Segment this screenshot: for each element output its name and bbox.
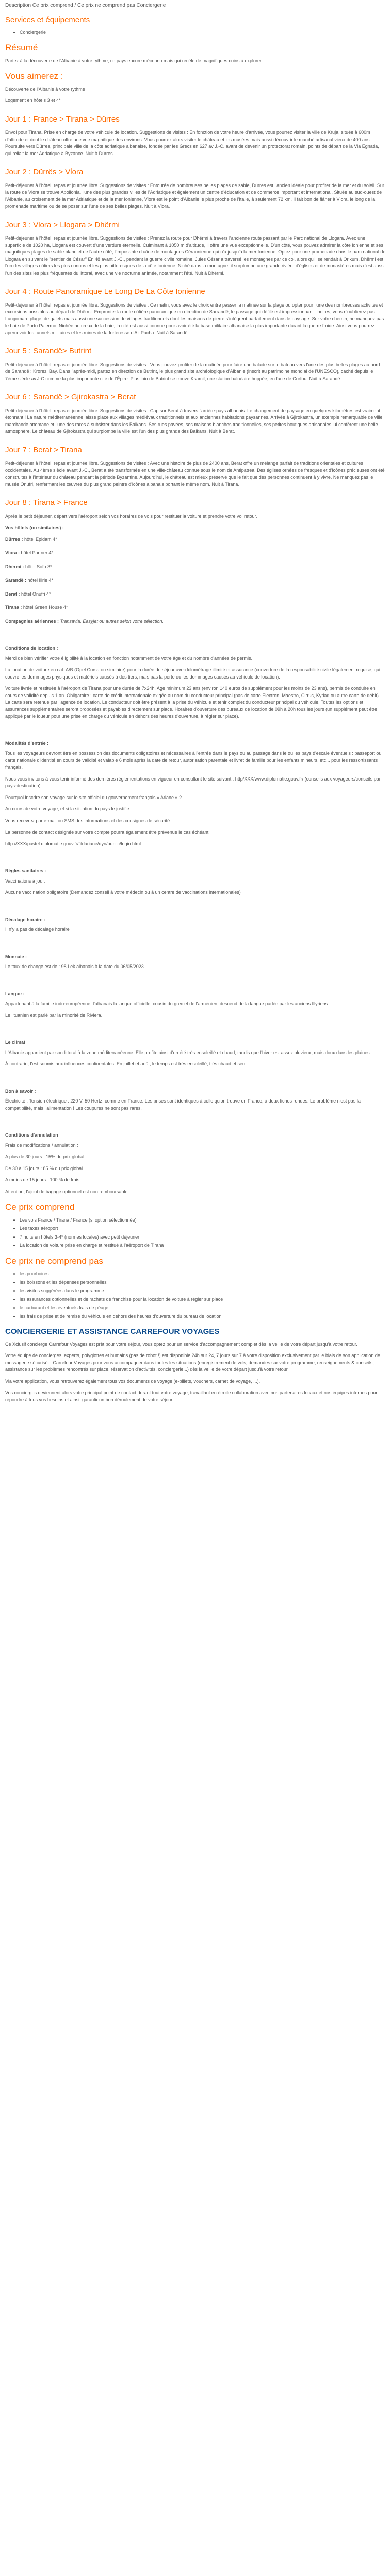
hotel-row xyxy=(5,577,386,584)
day-title: Jour 7 : Berat > Tirana xyxy=(5,445,82,454)
annulation-text: Attention, l'ajout de bagage optionnel est non remboursable. xyxy=(5,1189,129,1194)
conciergerie-text: Via votre application, vous retrouverez également tous vos documents de voyage (e-billets, vouchers, carnet de voyage, ...). xyxy=(5,1378,260,1384)
vous-aimerez-title: Vous aimerez : xyxy=(5,71,63,81)
day-text: Petit-déjeuner à l'hôtel, repas et journée libre. Suggestions de visites : Vous pouvez profiter de la matinée pour faire une balade sur le bateau vers l'une des plus belles plages au nord de Sarandë : Krorezi Bay. Dans l'après-midi, partez en direction de Butrint, le plus grand site archéologique d'Albanie (inscrit au patrimoine mondial de l'UNESCO), caché depuis le 7ème siècle av.J-C comme la plus importante cité de l'Épire. Plus loin de Butrint se trouve Ksamil, une station balnéaire huppée, en face de Corfou. Nuit à Sarandë. xyxy=(5,362,380,381)
hotel-row xyxy=(5,536,386,544)
list-item: • 7 nuits en hôtels 3-4* (normes locales) avec petit déjeuner xyxy=(20,1234,386,1241)
hotel-row xyxy=(5,550,386,557)
bon-a-savoir-title: Bon à savoir : xyxy=(5,1088,36,1094)
day-text: Envol pour Tirana. Prise en charge de votre véhicule de location. Suggestions de visites : En fonction de votre heure d'arrivée, vous pourrez visiter la ville de Kruja, située à 600m d'altitude et dont le château offre une vue magnifique des environs. Vous pourrez alors visiter le château et les musées mais aussi découvrir le marché artisanal vieux de 400 ans. Poursuite vers Dürres, principale ville de la côte adriatique albanaise, fondée par les Grecs en 627 av J.-C. avant de devenir un protectorat romain, points de départ de la Via Egnatia, qui reliait la mer Adriatique à Byzance. Nuit à Dürres. xyxy=(5,130,379,156)
conditions-text: Voiture livrée et restituée à l'aéroport de Tirana pour une durée de 7x24h. Age minimum 23 ans (environ 140 euros de supplément pour les moins de 23 ans), permis de conduire en cours de validité depuis 1 an. Obligatoire : carte de crédit internationale exigée au nom du conducteur principal (pas de carte Electron, Maestro, Cirrus, Kyriad ou autre carte de débit). La carte sera retenue par l'agence de location. Le conducteur doit être présent à la prise du véhicule et tenir complet du conducteur principal du véhicule. Toutes les options et assurances supplémentaires seront proposées et payables directement sur place. Horaires d'ouverture des bureaux de location de 09h à 20h tous les jours (un supplément peut être appliqué par le loueur pour une prise en charge du véhicule en dehors des heures d'ouverture, à régler sur place). xyxy=(5,686,380,719)
day-text: Petit-déjeuner à l'hôtel, repas et journée libre. Suggestions de visites : Ce matin, vous avez le choix entre passer la matinée sur la plage ou opter pour l'une des nombreuses activités et excursions possibles au départ de Dhërmi. Emprunter la route côtière panoramique en direction de Sarrandë, le passage qui défilé est impressionnant : boires, vous n'oublierez pas. Lungomare plage, de galets mais aussi une succession de villages traditionnels dont les maisons de pierre s'intègrent parfaitement dans le paysage. Sur votre chemin, ne manquez pas le baie de Porto Palermo. Nichée au creux de la baie, la cité est aussi connue pour avoir été la base militaire albanaise la plus importante durant la guerre froide. Ainsi vous pourrez apercevoir les tunnels militaires et les ruines de la forteresse d'Ali Pacha. Nuit à Sarandë. xyxy=(5,302,384,335)
decalage-title: Décalage horaire : xyxy=(5,917,46,922)
list-item: • les assurances optionnelles et de rachats de franchise pour la location de voiture à régler sur place xyxy=(20,1296,386,1303)
ce-prix-comprend-title: Ce prix comprend xyxy=(5,1202,75,1212)
conciergerie-text: Votre équipe de concierges, experts, polyglottes et humains (pas de robot !) est disponible 24h sur 24, 7 jours sur 7 à votre disposition exclusivement par le biais de son application de messagerie sécurisée. Carrefour Voyages pour vous accompagner dans toutes les situations (enregistrement de vols, demandes sur votre programme, renseignements & conseils, assistance sur les problèmes rencontrés sur place, réservation d'activités, conciergerie...) dès la veille de votre départ jusqu'à votre retour. xyxy=(5,1353,380,1372)
annulation-text: De 30 à 15 jours : 85 % du prix global xyxy=(5,1165,83,1171)
day-title: Jour 2 : Dürrës > Vlora xyxy=(5,167,84,176)
day-text: Petit-déjeuner à l'hôtel, repas et journée libre. Suggestions de visites : Entourée de nombreuses belles plages de sable, Dürres est l'ancien idéale pour profiter de la mer et du soleil. Sur la route de Vlora se trouve Apollonia, l'une des plus grandes villes de l'Adriatique et également un centre d'éducation et de commerce important et international. Située au sud-ouest de l'Albanie, au croisement de la mer Adriatique et de la mer Ionienne, Vlora est le point d'Albanie le plus proche de l'Italie, à seulement 72 km. Il fait bon de flâner à Vlora, le long de la promenade maritime ou de se poser sur l'une de ses belles plages. Nuit à Vlora. xyxy=(5,182,384,209)
modalites-text: Vous recevrez par e-mail ou SMS des informations et des consignes de sécurité. xyxy=(5,818,171,823)
modalites-title: Modalités d'entrée : xyxy=(5,740,49,746)
hotel-row xyxy=(5,604,386,612)
resume-title: Résumé xyxy=(5,43,38,53)
monnaie-title: Monnaie : xyxy=(5,954,27,959)
list-item: • Les vols France / Tirana / France (si option sélectionnée) xyxy=(20,1217,386,1224)
hotel-name: hôtel Sofo 3* xyxy=(25,564,52,569)
annulation-title: Conditions d'annulation xyxy=(5,1132,58,1138)
hotel-city: Tirana : xyxy=(5,605,22,610)
climat-text: À contrario, l'est soumis aux influences continentales. En juillet et août, le temps est très ensoleillé, très chaud et sec. xyxy=(5,1061,246,1066)
companies-row xyxy=(5,618,386,625)
conciergerie-title: CONCIERGERIE ET ASSISTANCE CARREFOUR VOYAGES xyxy=(5,1327,220,1336)
day-text: Petit-déjeuner à l'hôtel, repas et journée libre. Suggestions de visites : Avec une histoire de plus de 2400 ans, Berat offre un mélange parfait de traditions orientales et cultures occidentales. Au 4ème siècle avant J.-C., Berat a été transformée en une ville-château connue sous le nom de Antipatrea. Des églises ornées de fresques et d'icônes précieuses ont été construites à l'intérieur du château pendant la période Byzantine. Aujourd'hui, le château est mieux préservé que le fait que des personnes continuent à y vivre. Ne manquez pas le musée Onufri, renfermant les œuvres du plus grand peintre d'icônes albanais portant le même nom. Nuit à Tirana. xyxy=(5,461,385,487)
hotel-city: Vlora : xyxy=(5,550,20,555)
langue-text: Appartenant à la famille indo-européenne, l'albanais la langue officielle, cousin du grec et de l'arménien, descend de la langue parlée par les anciens Illyriens. xyxy=(5,1001,329,1006)
annulation-text: A plus de 30 jours : 15% du prix global xyxy=(5,1154,85,1159)
annulation-text: Frais de modifications / annulation : xyxy=(5,1142,78,1148)
list-item: • les pourboires xyxy=(20,1270,386,1278)
list-item: • le carburant et les éventuels frais de péage xyxy=(20,1304,386,1312)
day-title: Jour 4 : Route Panoramique Le Long De La Côte Ionienne xyxy=(5,287,205,296)
companies-value: Transavia. Easyjet ou autres selon votre sélection. xyxy=(60,618,164,624)
ne-comprend-pas-title: Ce prix ne comprend pas xyxy=(5,1256,103,1266)
day-title: Jour 6 : Sarandë > Gjirokastra > Berat xyxy=(5,393,136,401)
day-text: Petit-déjeuner à l'hôtel, repas et journée libre. Suggestions de visites : Cap sur Berat à travers l'arrière-pays albanais. Le changement de paysage en quelques kilomètres est vraiment étonnant ! La nature méditerranéenne laisse place aux villages médiévaux traditionnels et aux anciennes habitations paysannes. Arrivée à Gjirokastra, un exemple remarquable de ville marchande ottomane et l'une des rares à subsister dans les Balkans. Ses rues pavées, ses maisons blanches traditionnelles, ses petites boutiques artisanales lui confèrent une belle atmosphère. Le château de Gjirokastra qui surplombe la ville est l'un des plus grands des Balkans. Nuit à Berat. xyxy=(5,408,383,434)
hotel-row xyxy=(5,564,386,571)
hotel-name: hôtel Epidam 4* xyxy=(24,536,57,542)
list-item: • les visites suggérées dans le programme xyxy=(20,1287,386,1295)
hotel-name: hôtel Green House 4* xyxy=(23,605,68,610)
day-title: Jour 1 : France > Tirana > Dürres xyxy=(5,114,120,124)
conditions-text: Merci de bien vérifier votre éligibilité à la location en fonction notamment de votre âge et du nombre d'années de permis. xyxy=(5,655,252,661)
modalites-text: Pourquoi inscrire son voyage sur le site officiel du gouvernement français « Ariane » ? xyxy=(5,794,182,800)
hotel-name: hôtel Partner 4* xyxy=(21,550,54,555)
decalage-text: Il n'y a pas de décalage horaire xyxy=(5,927,70,932)
list-item: • les boissons et les dépenses personnelles xyxy=(20,1279,386,1286)
ne-comprend-pas-list xyxy=(5,1270,386,1320)
monnaie-text: Le taux de change est de : 98 Lek albanais à la date du 06/05/2023 xyxy=(5,964,144,969)
annulation-text: A moins de 15 jours : 100 % de frais xyxy=(5,1177,80,1182)
hotels-list xyxy=(5,536,386,612)
header-text: Description Ce prix comprend / Ce prix ne comprend pas Conciergerie xyxy=(5,3,166,8)
modalites-text: Au cours de votre voyage, et si la situation du pays le justifie : xyxy=(5,806,132,811)
day-title: Jour 3 : Vlora > Llogara > Dhërmi xyxy=(5,220,120,229)
climat-title: Le climat xyxy=(5,1040,26,1045)
bon-a-savoir-text: Électricité : Tension électrique : 220 V, 50 Hertz, comme en France. Les prises sont identiques à celle qu'on trouve en France, à deux fiches rondes. Le problème n'est pas la compatibilité, mais l'alimentation ! Les coupures ne sont pas rares. xyxy=(5,1098,361,1111)
langue-text: Le lituanien est parlé par la minorité de Riviera. xyxy=(5,1012,103,1018)
modalites-text: Tous les voyageurs devront être en possession des documents obligatoires et nécessaires à l'entrée dans le pays ou au passage dans le ou les pays d'escale éventuels : passeport ou carte nationale d'identité en cours de validité et valable 6 mois après la date de retour, autorisation parentale et livret de famille pour les enfants mineurs, etc... pour les ressortissants français. xyxy=(5,751,382,770)
list-item: • les frais de prise et de remise du véhicule en dehors des heures d'ouverture du bureau de location xyxy=(20,1313,386,1320)
vous-aimerez-line: Logement en hôtels 3 et 4* xyxy=(5,98,61,103)
conciergerie-text: Vos concierges deviennent alors votre principal point de contact durant tout votre voyage, travaillant en étroite collaboration avec nos partenaires locaux et nos équipes internes pour répondre à tous vos besoins et ainsi, garantir un bon déroulement de votre séjour. xyxy=(5,1390,378,1402)
sanitaires-text: Vaccinations à jour. xyxy=(5,878,45,884)
conditions-text: La location de voiture en cat. A/B (Opel Corsa ou similaire) pour la durée du séjour avec kilométrage illimité et assurance (couverture de la responsabilité civile légalement requise, qui couvre les dommages physiques et matériels causés à des tiers, mais pas la perte ou les dommages causés au véhicule de location). xyxy=(5,667,380,680)
hotel-city: Sarandë : xyxy=(5,578,27,583)
ce-prix-comprend-list xyxy=(5,1217,386,1249)
hotel-row xyxy=(5,591,386,598)
conditions-title: Conditions de location : xyxy=(5,646,58,651)
modalites-text: La personne de contact désignée sur votre compte pourra également être prévenue le cas échéant. xyxy=(5,829,210,835)
sanitaires-title: Règles sanitaires : xyxy=(5,868,46,873)
resume-text: Partez à la découverte de l'Albanie à votre rythme, ce pays encore méconnu mais qui recèle de magnifiques coins à explorer xyxy=(5,58,262,63)
services-list xyxy=(5,29,386,37)
vous-aimerez-line: Découverte de l'Albanie à votre rythme xyxy=(5,86,85,92)
hotels-title: Vos hôtels (ou similaires) : xyxy=(5,525,64,530)
sanitaires-text: Aucune vaccination obligatoire (Demandez conseil à votre médecin ou à un centre de vaccinations internationales) xyxy=(5,890,241,895)
services-title: Services et équipements xyxy=(5,15,90,24)
hotel-city: Dhërmi : xyxy=(5,564,24,569)
day-title: Jour 5 : Sarandë> Butrint xyxy=(5,347,92,355)
day-text: Petit-déjeuner à l'hôtel, repas et journée libre. Suggestions de visites : Prenez la route pour Dhërmi à travers l'ancienne route passant par le Parc national de Llogara. Avec une superficie de 1020 ha, Llogara est couvert d'une verdure éternelle. Culminant à 1050 m d'altitude, il offre une vue exceptionnelle. D'un côté, vous pouvez admirer la côte ionienne et ses magnifiques plages de sable blanc et de l'autre côté, l'imposante chaîne de montagnes Céraunienne qui n'a jusqu'à la mer Ionienne. Optez pour une promenade dans le parc national de Llogara en suivant le "sentier de César" En 48 avant J.-C., pendant la guerre civile romaine, Jules César a traversé les montagnes par ce col, alors qu'il se rendait à Orikum. Dhërmi est l'un des villages côtiers les plus connus et les plus pittoresques de la côte Ionienne. Niché dans la montagne, il surplombe une grande rivière d'églises et de monastères mais c'est aussi l'un des sites les plus fréquentés du littoral, avec une vie nocturne animée, notamment l'été. Nuit à Dhërmi. xyxy=(5,235,386,276)
ariane-link[interactable]: http://XXX/pastel.diplomatie.gouv.fr/fildariane/dyn/public/login.html xyxy=(5,841,141,846)
hotel-name: hôtel Ilirie 4* xyxy=(27,578,54,583)
services-item: • Conciergerie xyxy=(20,29,386,37)
langue-title: Langue : xyxy=(5,991,25,996)
climat-text: L'Albanie appartient par son littoral à la zone méditerranéenne. Elle profite ainsi d'un été très ensoleillé et chaud, tandis que l'hiver est assez pluvieux, mais doux dans les plaines. xyxy=(5,1049,371,1055)
list-item: • La location de voiture prise en charge et restitué à l'aéroport de Tirana xyxy=(20,1242,386,1249)
day-title: Jour 8 : Tirana > France xyxy=(5,498,88,507)
list-item: • Les taxes aéroport xyxy=(20,1225,386,1232)
day-text: Après le petit déjeuner, départ vers l'aéroport selon vos horaires de vols pour restituer la voiture et prendre votre vol retour. xyxy=(5,513,257,519)
companies-label: Compagnies aériennes : xyxy=(5,618,59,624)
conciergerie-text: Ce Xclusif concierge Carrefour Voyages est prêt pour votre séjour, vous optez pour un service d'accompagnement complet dès la veille de votre départ jusqu'à votre retour. xyxy=(5,1341,357,1347)
modalites-text: Nous vous invitons à vous tenir informé des dernières réglementations en vigueur en consultant le site suivant : http/XXX/www.diplomatie.gouv.fr/ (conseils aux voyageurs/conseils par pays-destination) xyxy=(5,776,381,788)
hotel-name: hôtel Onufri 4* xyxy=(21,591,51,597)
hotel-city: Berat : xyxy=(5,591,20,597)
hotel-city: Dürres : xyxy=(5,536,23,542)
